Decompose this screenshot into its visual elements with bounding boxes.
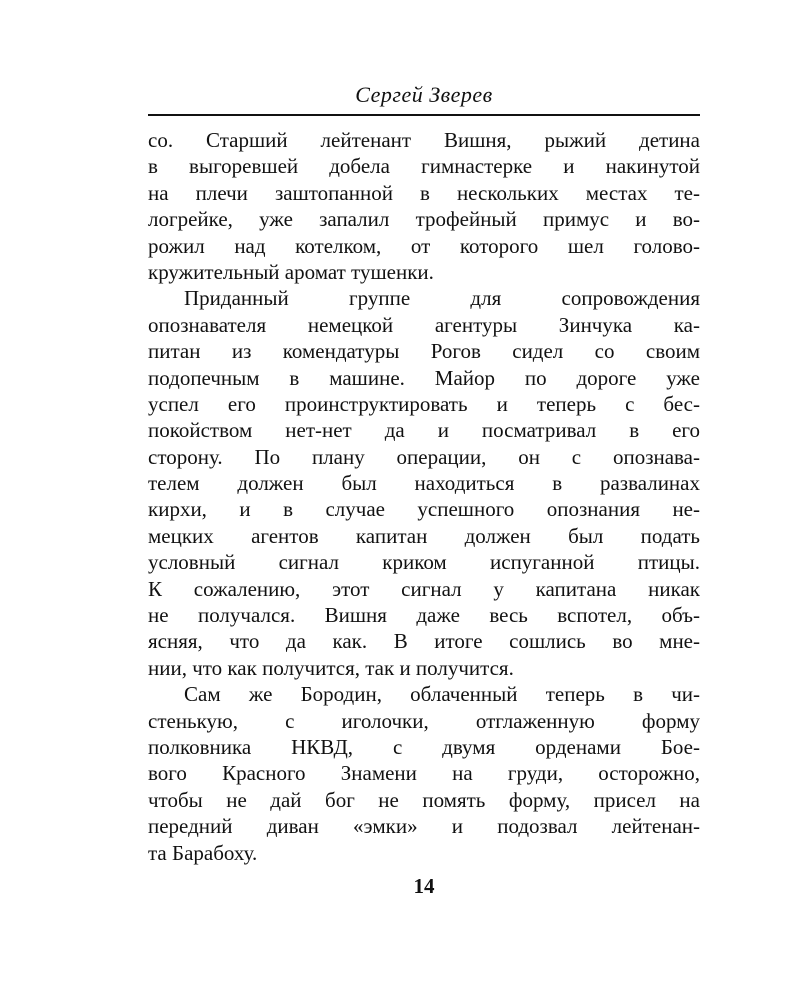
text-line: ясняя, что да как. В итоге сошлись во мне- [148,629,700,654]
text-line: успел его проинструктировать и теперь с бес- [148,391,700,416]
text-line: вого Красного Знамени на груди, осторожно, [148,761,700,786]
text-line: чтобы не дай бог не помять форму, присел на [148,787,700,812]
text-line: передний диван «эмки» и подозвал лейтенан- [148,814,700,839]
text-line: со. Старший лейтенант Вишня, рыжий детина [148,128,700,152]
text-line: Приданный группе для сопровождения [184,286,700,311]
text-line: К сожалению, этот сигнал у капитана никак [148,576,700,601]
text-line: питан из комендатуры Рогов сидел со своим [148,339,700,364]
text-line: сторону. По плану операции, он с опознава- [148,444,700,469]
text-line: рожил над котелком, от которого шел голово- [148,233,700,258]
text-line: Сам же Бородин, облаченный теперь в чи- [184,682,700,707]
text-line: на плечи заштопанной в нескольких местах те- [148,180,700,205]
text-line: покойством нет-нет да и посматривал в его [148,418,700,443]
text-line: та Барабоху. [148,840,258,865]
running-head-author: Сергей Зверев [355,82,493,107]
page-number: 14 [413,874,435,898]
body-text [148,127,700,866]
text-line: условный сигнал криком испуганной птицы. [148,550,700,575]
text-line: кружительный аромат тушенки. [148,259,434,284]
text-line: подопечным в машине. Майор по дороге уже [148,365,700,390]
text-line: в выгоревшей добела гимнастерке и накинутой [148,154,700,179]
text-line: нии, что как получится, так и получится. [148,655,514,680]
text-line: кирхи, и в случае успешного опознания не- [148,497,700,522]
text-line: полковника НКВД, с двумя орденами Бое- [148,734,700,759]
header-rule [148,114,700,116]
text-line: логрейке, уже запалил трофейный примус и во- [148,207,700,232]
text-line: стенькую, с иголочки, отглаженную форму [148,708,700,733]
text-line: мецких агентов капитан должен был подать [148,523,700,548]
text-line: не получался. Вишня даже весь вспотел, объ- [148,603,700,628]
text-line: опознавателя немецкой агентуры Зинчука ка- [148,312,700,337]
text-line: телем должен был находиться в развалинах [148,471,700,496]
